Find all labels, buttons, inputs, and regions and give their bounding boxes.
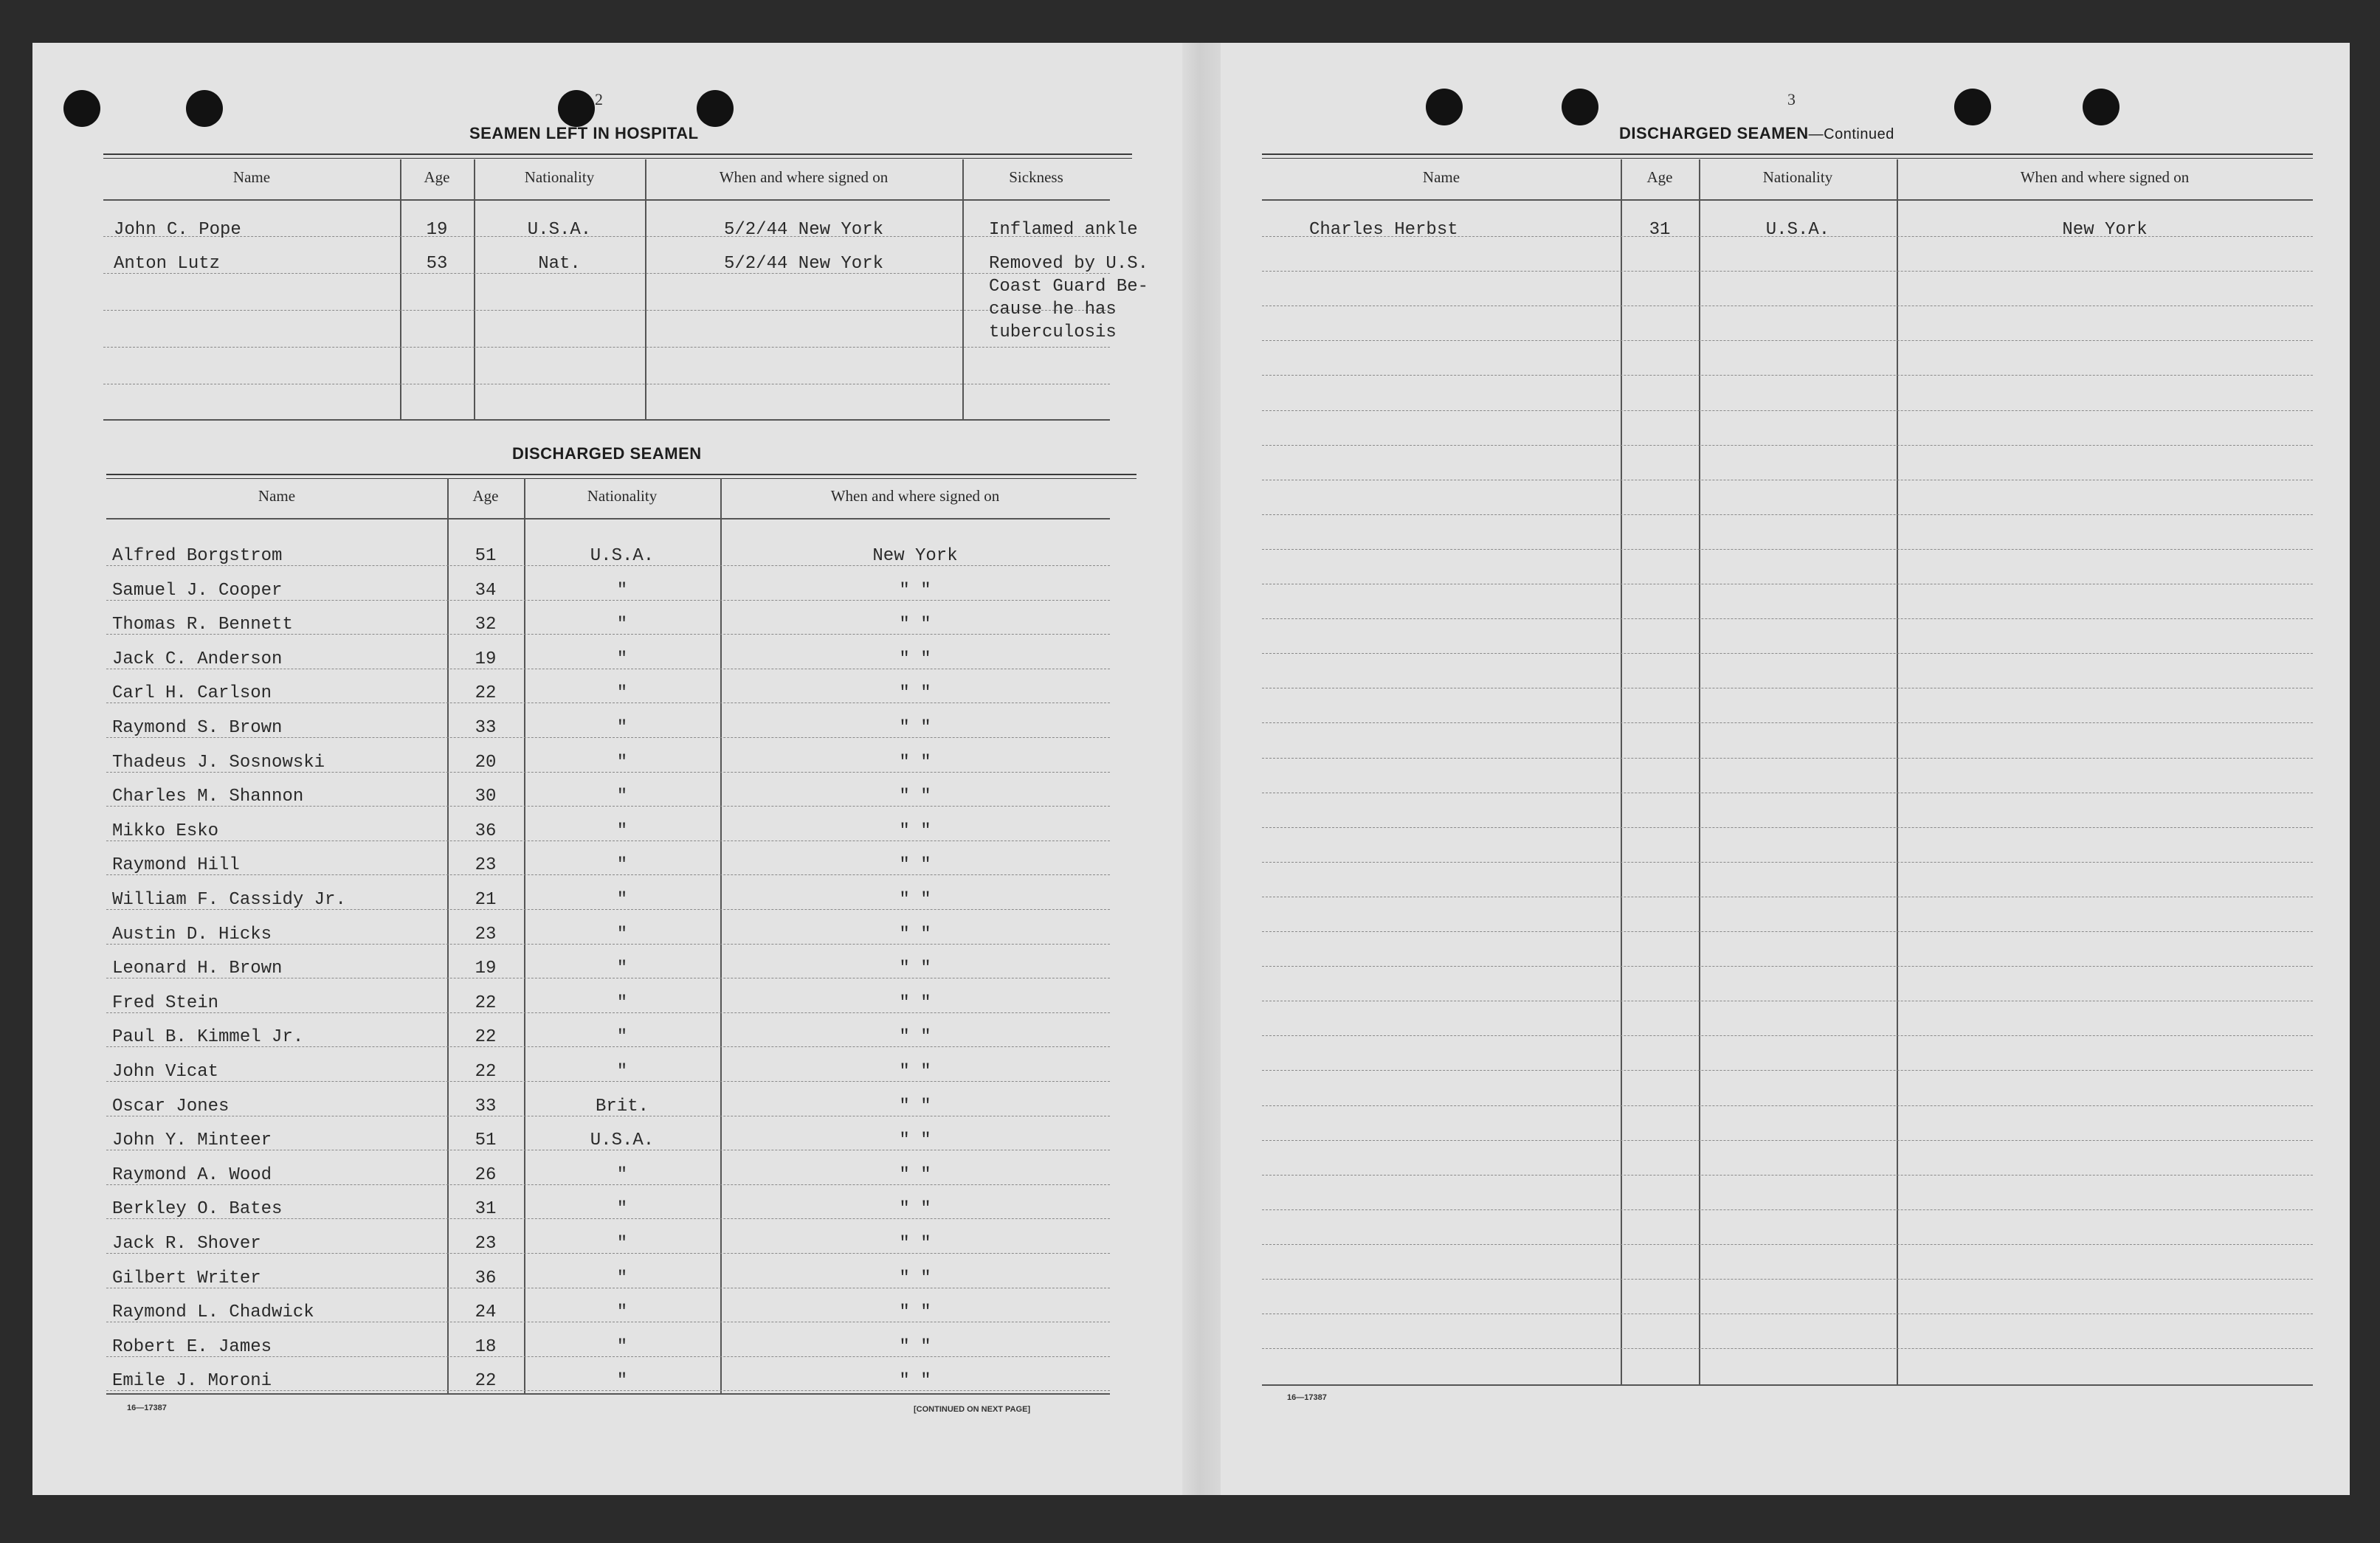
punch-hole xyxy=(1954,89,1991,125)
seaman-name: William F. Cassidy Jr. xyxy=(112,890,346,910)
seaman-age: 22 xyxy=(475,1371,497,1392)
seaman-nationality: U.S.A. xyxy=(1765,220,1830,240)
seaman-name: Jack R. Shover xyxy=(112,1234,261,1254)
sickness-line: cause he has xyxy=(989,300,1117,320)
row-rule xyxy=(1262,653,2313,654)
seaman-age: 36 xyxy=(475,821,497,841)
sickness-line: Coast Guard Be- xyxy=(989,277,1149,297)
seaman-age: 51 xyxy=(475,1131,497,1151)
punch-hole xyxy=(558,90,595,127)
seaman-age: 23 xyxy=(475,1234,497,1254)
seaman-name: Carl H. Carlson xyxy=(112,683,272,704)
row-rule xyxy=(103,347,1110,348)
signed-on: " " xyxy=(899,1268,931,1288)
sickness-line: Inflamed ankle xyxy=(989,220,1138,240)
seaman-nationality: " xyxy=(616,683,628,704)
seaman-nationality: " xyxy=(616,1371,628,1392)
seaman-age: 20 xyxy=(475,752,497,773)
seaman-name: Anton Lutz xyxy=(114,254,221,274)
seaman-name: Berkley O. Bates xyxy=(112,1199,283,1220)
row-rule xyxy=(1262,1279,2313,1280)
punch-hole xyxy=(63,90,100,127)
row-rule xyxy=(1262,1209,2313,1210)
column-header: Age xyxy=(472,487,499,505)
row-rule xyxy=(1262,445,2313,446)
seaman-nationality: " xyxy=(616,1234,628,1254)
seaman-name: Mikko Esko xyxy=(112,821,219,841)
seaman-age: 31 xyxy=(475,1199,497,1220)
seaman-nationality: " xyxy=(616,615,628,635)
seaman-name: Charles M. Shannon xyxy=(112,787,304,807)
column-divider xyxy=(1699,159,1700,1384)
seaman-nationality: " xyxy=(616,580,628,601)
row-rule xyxy=(1262,827,2313,828)
row-rule xyxy=(1262,931,2313,932)
row-rule xyxy=(1262,1035,2313,1036)
seaman-nationality: U.S.A. xyxy=(527,220,592,240)
form-number: 16—17387 xyxy=(1287,1393,1327,1402)
seaman-nationality: " xyxy=(616,1062,628,1082)
signed-on: " " xyxy=(899,1199,931,1220)
seaman-name: Oscar Jones xyxy=(112,1096,230,1116)
column-header: Nationality xyxy=(587,487,658,505)
column-divider xyxy=(1621,159,1622,1384)
signed-on: " " xyxy=(899,1062,931,1082)
seaman-nationality: " xyxy=(616,649,628,669)
row-rule xyxy=(1262,758,2313,759)
punch-hole xyxy=(697,90,734,127)
seaman-name: Paul B. Kimmel Jr. xyxy=(112,1027,304,1048)
column-header: Nationality xyxy=(524,168,595,186)
seaman-name: Raymond A. Wood xyxy=(112,1164,272,1185)
seaman-name: Raymond S. Brown xyxy=(112,718,283,738)
seaman-nationality: " xyxy=(616,752,628,773)
punch-hole xyxy=(186,90,223,127)
seaman-nationality: " xyxy=(616,787,628,807)
seaman-age: 32 xyxy=(475,615,497,635)
column-divider xyxy=(400,159,401,419)
header-rule xyxy=(106,518,1110,519)
table-bottom-rule xyxy=(103,419,1110,421)
row-rule xyxy=(1262,1244,2313,1245)
seaman-name: Robert E. James xyxy=(112,1336,272,1357)
punch-hole xyxy=(2083,89,2119,125)
continued-title-suffix: —Continued xyxy=(1808,126,1894,142)
row-rule xyxy=(1262,549,2313,550)
seaman-name: Samuel J. Cooper xyxy=(112,580,283,601)
header-rule xyxy=(1262,199,2313,201)
seaman-nationality: " xyxy=(616,1199,628,1220)
row-rule xyxy=(1262,1140,2313,1141)
seaman-name: Raymond Hill xyxy=(112,855,240,876)
column-header: Age xyxy=(424,168,450,186)
signed-on: " " xyxy=(899,683,931,704)
signed-on: " " xyxy=(899,787,931,807)
seaman-name: Alfred Borgstrom xyxy=(112,546,283,566)
signed-on: 5/2/44 New York xyxy=(723,220,884,240)
signed-on: " " xyxy=(899,1234,931,1254)
continued-note: [CONTINUED ON NEXT PAGE] xyxy=(914,1405,1031,1414)
seaman-name: Charles Herbst xyxy=(1309,220,1458,240)
signed-on: " " xyxy=(899,580,931,601)
signed-on: " " xyxy=(899,615,931,635)
table-bottom-rule xyxy=(106,1393,1110,1395)
column-header: Age xyxy=(1646,168,1673,186)
row-rule xyxy=(1262,1348,2313,1349)
seaman-nationality: U.S.A. xyxy=(590,546,655,566)
seaman-age: 23 xyxy=(475,855,497,876)
punch-hole xyxy=(1562,89,1598,125)
seaman-name: Fred Stein xyxy=(112,993,219,1013)
seaman-age: 33 xyxy=(475,718,497,738)
seaman-nationality: Nat. xyxy=(538,254,581,274)
seaman-name: Thomas R. Bennett xyxy=(112,615,293,635)
seaman-age: 22 xyxy=(475,1027,497,1048)
seaman-nationality: " xyxy=(616,1336,628,1357)
row-rule xyxy=(1262,410,2313,411)
seaman-nationality: " xyxy=(616,1027,628,1048)
seaman-age: 26 xyxy=(475,1164,497,1185)
row-rule xyxy=(1262,1175,2313,1176)
seaman-nationality: " xyxy=(616,959,628,979)
form-number: 16—17387 xyxy=(127,1404,167,1412)
signed-on: " " xyxy=(899,959,931,979)
signed-on: " " xyxy=(899,1302,931,1323)
seaman-age: 30 xyxy=(475,787,497,807)
seaman-age: 19 xyxy=(475,959,497,979)
column-header: When and where signed on xyxy=(830,487,1000,505)
seaman-age: 24 xyxy=(475,1302,497,1323)
signed-on: " " xyxy=(899,924,931,945)
row-rule xyxy=(103,310,1110,311)
page-fold xyxy=(1182,43,1221,1495)
column-header: Sickness xyxy=(1009,168,1063,186)
row-rule xyxy=(1262,862,2313,863)
seaman-name: Gilbert Writer xyxy=(112,1268,261,1288)
seaman-age: 22 xyxy=(475,1062,497,1082)
seaman-age: 36 xyxy=(475,1268,497,1288)
column-header: When and where signed on xyxy=(2020,168,2190,186)
signed-on: " " xyxy=(899,1164,931,1185)
seaman-nationality: Brit. xyxy=(595,1096,649,1116)
row-rule xyxy=(1262,271,2313,272)
seaman-age: 19 xyxy=(475,649,497,669)
row-rule xyxy=(1262,722,2313,723)
seaman-nationality: " xyxy=(616,890,628,910)
signed-on: " " xyxy=(899,855,931,876)
column-header: Name xyxy=(232,168,271,186)
punch-hole xyxy=(1426,89,1463,125)
seaman-age: 22 xyxy=(475,993,497,1013)
signed-on: " " xyxy=(899,752,931,773)
right-page-number: 3 xyxy=(1787,90,1796,108)
row-rule xyxy=(1262,1105,2313,1106)
seaman-age: 19 xyxy=(426,220,448,240)
row-rule xyxy=(1262,514,2313,515)
hospital-section-title: SEAMEN LEFT IN HOSPITAL xyxy=(469,124,699,142)
column-divider xyxy=(474,159,475,419)
seaman-name: Leonard H. Brown xyxy=(112,959,283,979)
signed-on: New York xyxy=(2062,220,2148,240)
left-page-number: 2 xyxy=(595,90,603,108)
column-header: When and where signed on xyxy=(719,168,889,186)
seaman-name: Raymond L. Chadwick xyxy=(112,1302,314,1323)
continued-section-title xyxy=(1619,124,1894,143)
column-header: Nationality xyxy=(1762,168,1833,186)
column-divider xyxy=(962,159,964,419)
sickness-line: tuberculosis xyxy=(989,322,1117,342)
signed-on: 5/2/44 New York xyxy=(723,254,884,274)
seaman-age: 23 xyxy=(475,924,497,945)
signed-on: " " xyxy=(899,1096,931,1116)
table-bottom-rule xyxy=(1262,1384,2313,1386)
seaman-nationality: " xyxy=(616,855,628,876)
column-divider xyxy=(1897,159,1898,1384)
seaman-age: 51 xyxy=(475,546,497,566)
seaman-nationality: " xyxy=(616,1164,628,1185)
column-divider xyxy=(645,159,646,419)
continued-title-text: DISCHARGED SEAMEN xyxy=(1619,124,1809,142)
seaman-age: 18 xyxy=(475,1336,497,1357)
document-sheet xyxy=(32,43,2350,1495)
header-rule xyxy=(103,199,1110,201)
seaman-age: 53 xyxy=(426,254,448,274)
seaman-name: Thadeus J. Sosnowski xyxy=(112,752,325,773)
signed-on: " " xyxy=(899,1371,931,1392)
seaman-name: John Vicat xyxy=(112,1062,219,1082)
seaman-age: 22 xyxy=(475,683,497,704)
seaman-name: John Y. Minteer xyxy=(112,1131,272,1151)
signed-on: " " xyxy=(899,1336,931,1357)
signed-on: " " xyxy=(899,890,931,910)
seaman-name: Austin D. Hicks xyxy=(112,924,272,945)
seaman-age: 31 xyxy=(1649,220,1671,240)
row-rule xyxy=(1262,1070,2313,1071)
row-rule xyxy=(1262,966,2313,967)
sickness-line: Removed by U.S. xyxy=(989,254,1149,274)
signed-on: " " xyxy=(899,1027,931,1048)
seaman-name: Emile J. Moroni xyxy=(112,1371,272,1392)
seaman-nationality: " xyxy=(616,924,628,945)
seaman-nationality: " xyxy=(616,821,628,841)
column-header: Name xyxy=(258,487,296,505)
seaman-name: John C. Pope xyxy=(114,220,241,240)
seaman-nationality: U.S.A. xyxy=(590,1131,655,1151)
title-rule xyxy=(103,153,1132,159)
title-rule xyxy=(106,474,1136,479)
signed-on: " " xyxy=(899,1131,931,1151)
signed-on: " " xyxy=(899,718,931,738)
signed-on: " " xyxy=(899,993,931,1013)
seaman-nationality: " xyxy=(616,1268,628,1288)
seaman-name: Jack C. Anderson xyxy=(112,649,283,669)
seaman-nationality: " xyxy=(616,718,628,738)
row-rule xyxy=(1262,618,2313,619)
signed-on: " " xyxy=(899,821,931,841)
row-rule xyxy=(1262,340,2313,341)
seaman-nationality: " xyxy=(616,1302,628,1323)
row-rule xyxy=(1262,375,2313,376)
discharged-section-title: DISCHARGED SEAMEN xyxy=(512,444,702,463)
title-rule xyxy=(1262,153,2313,159)
signed-on: " " xyxy=(899,649,931,669)
seaman-age: 33 xyxy=(475,1096,497,1116)
seaman-age: 21 xyxy=(475,890,497,910)
signed-on: New York xyxy=(872,546,958,566)
seaman-nationality: " xyxy=(616,993,628,1013)
column-header: Name xyxy=(1422,168,1460,186)
seaman-age: 34 xyxy=(475,580,497,601)
